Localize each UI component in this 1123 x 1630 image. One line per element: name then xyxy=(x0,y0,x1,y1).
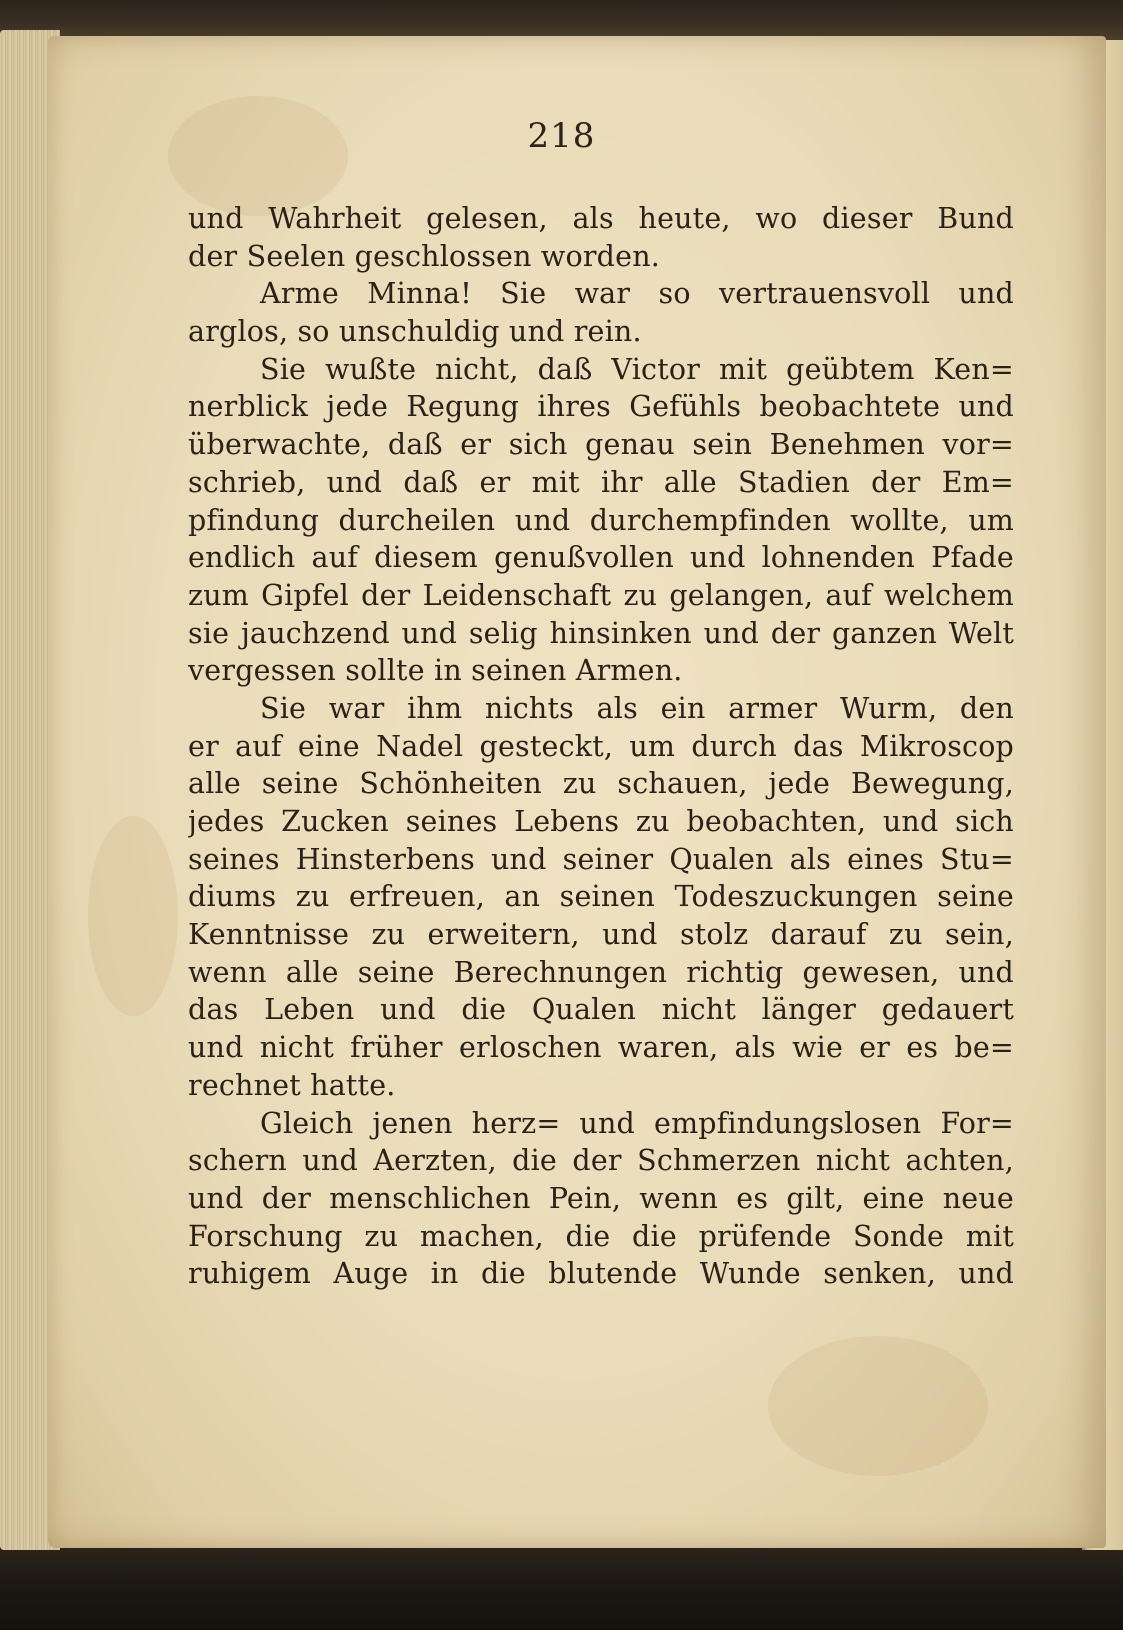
text-line: Sie wußte nicht, daß Victor mit geübtem Ken= xyxy=(260,352,1014,386)
text-line: nerblick jede Regung ihres Gefühls beobachtete und xyxy=(188,390,1014,424)
text-line: diums zu erfreuen, an seinen Todeszuckungen seine xyxy=(188,880,1014,914)
text-line: zum Gipfel der Leidenschaft zu gelangen, auf welchem xyxy=(188,578,1014,612)
text-line: ruhigem Auge in die blutende Wunde senken, und xyxy=(188,1257,1014,1291)
text-line: sie jauchzend und selig hinsinken und der ganzen Welt xyxy=(188,616,1014,650)
text-line: rechnet hatte. xyxy=(188,1068,396,1102)
text-line: der Seelen geschlossen worden. xyxy=(188,239,661,273)
text-line: Kenntnisse zu erweitern, und stolz darauf zu sein, xyxy=(188,918,1014,952)
paper-stain xyxy=(88,816,178,1016)
text-line: Sie war ihm nichts als ein armer Wurm, den xyxy=(260,691,1014,725)
text-line: Gleich jenen herz= und empfindungslosen For= xyxy=(260,1106,1014,1140)
text-line: jedes Zucken seines Lebens zu beobachten, und sich xyxy=(188,805,1014,838)
text-line: vergessen sollte in seinen Armen. xyxy=(188,654,683,688)
page-number: 218 xyxy=(527,116,596,156)
text-line: und nicht früher erloschen waren, als wie er es be= xyxy=(188,1031,1014,1065)
text-line: das Leben und die Qualen nicht länger gedauert xyxy=(188,993,1014,1027)
text-line: Forschung zu machen, die die prüfende Sonde mit xyxy=(188,1219,1014,1253)
text-line: er auf eine Nadel gesteckt, um durch das Mikroscop xyxy=(188,729,1014,763)
body-text xyxy=(188,200,1014,1293)
text-line: seines Hinsterbens und seiner Qualen als eines Stu= xyxy=(188,842,1014,876)
text-line: pfindung durcheilen und durchempfinden wollte, um xyxy=(188,503,1014,537)
text-line: schrieb, und daß er mit ihr alle Stadien der Em= xyxy=(188,465,1014,499)
text-line: arglos, so unschuldig und rein. xyxy=(188,315,642,349)
text-line: Arme Minna! Sie war so vertrauensvoll und xyxy=(260,277,1014,311)
text-line: überwachte, daß er sich genau sein Benehmen vor= xyxy=(188,428,1014,462)
text-line: schern und Aerzten, die der Schmerzen nicht achten, xyxy=(188,1144,1014,1178)
paper-stain xyxy=(168,96,348,216)
book-top-edge xyxy=(0,0,1123,40)
text-line: und Wahrheit gelesen, als heute, wo dieser Bund xyxy=(188,202,1014,235)
text-line: wenn alle seine Berechnungen richtig gewesen, und xyxy=(188,955,1014,989)
text-line: endlich auf diesem genußvollen und lohnenden Pfade xyxy=(188,541,1014,575)
book-bottom-edge xyxy=(0,1540,1123,1630)
text-line: alle seine Schönheiten zu schauen, jede Bewegung, xyxy=(188,767,1014,801)
paper-stain xyxy=(768,1336,988,1476)
text-line: und der menschlichen Pein, wenn es gilt, eine neue xyxy=(188,1181,1014,1215)
